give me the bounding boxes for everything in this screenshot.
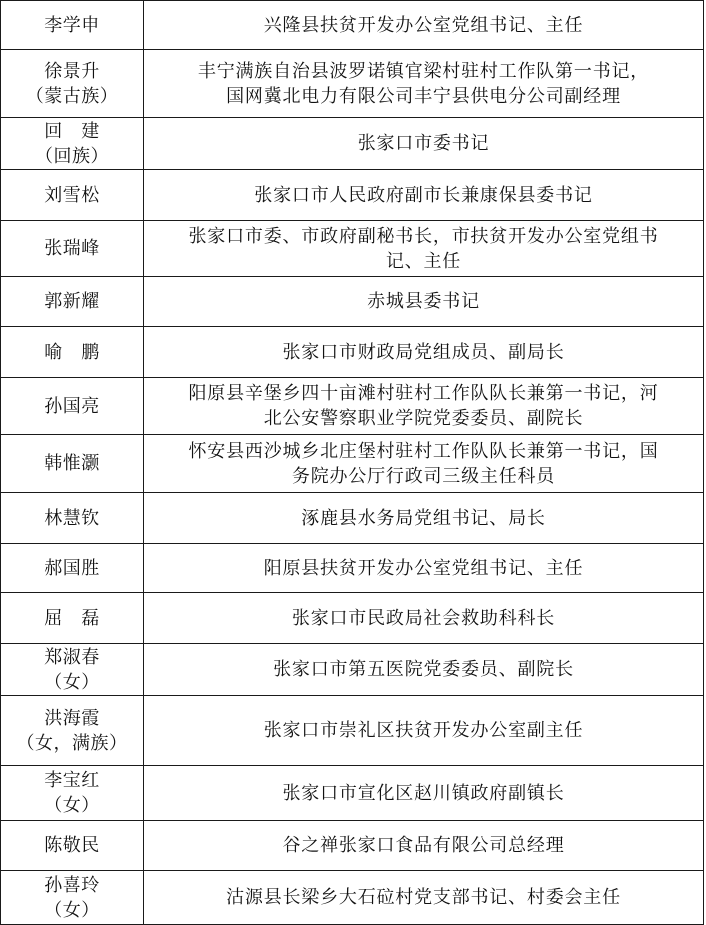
position-text: 阳原县辛堡乡四十亩滩村驻村工作队队长兼第一书记，河 bbox=[188, 383, 659, 404]
position-text: 张家口市宣化区赵川镇政府副镇长 bbox=[282, 782, 565, 804]
name-cell bbox=[1, 821, 144, 871]
ethnicity-note: （回族） bbox=[35, 145, 109, 167]
table-row bbox=[1, 378, 704, 435]
table-row bbox=[1, 435, 704, 493]
name-text: 徐景升 bbox=[44, 60, 100, 82]
gender-note: （女） bbox=[44, 899, 100, 921]
table-row bbox=[1, 544, 704, 593]
position-cell bbox=[144, 544, 704, 593]
position-text: 张家口市民政局社会救助科科长 bbox=[291, 607, 556, 629]
name-cell bbox=[1, 277, 144, 327]
table-row bbox=[1, 118, 704, 170]
position-cell bbox=[144, 1, 704, 50]
gender-ethnicity-note: （女，满族） bbox=[16, 732, 128, 754]
table-row bbox=[1, 644, 704, 696]
name-text: 回 建 bbox=[44, 120, 100, 142]
ethnicity-note: （蒙古族） bbox=[25, 85, 119, 107]
name-cell bbox=[1, 221, 144, 277]
position-cell bbox=[144, 50, 704, 118]
position-text: 沽源县长梁乡大石砬村党支部书记、村委会主任 bbox=[226, 887, 621, 908]
name-text: 李宝红 bbox=[44, 770, 100, 791]
name-cell bbox=[1, 1, 144, 50]
table-row bbox=[1, 493, 704, 544]
table-row bbox=[1, 821, 704, 871]
position-cell bbox=[144, 118, 704, 170]
position-cell bbox=[144, 644, 704, 696]
position-text: 张家口市人民政府副市长兼康保县委书记 bbox=[254, 184, 593, 206]
name-cell bbox=[1, 696, 144, 766]
name-cell bbox=[1, 544, 144, 593]
table-row bbox=[1, 766, 704, 821]
position-text: 张家口市委书记 bbox=[357, 133, 490, 154]
honoree-table-body bbox=[1, 1, 704, 925]
position-cell bbox=[144, 766, 704, 821]
position-text: 赤城县委书记 bbox=[367, 291, 480, 312]
position-text: 张家口市崇礼区扶贫开发办公室副主任 bbox=[263, 720, 584, 741]
name-text: 林慧钦 bbox=[44, 507, 100, 529]
table-row bbox=[1, 696, 704, 766]
name-cell bbox=[1, 871, 144, 925]
position-text: 丰宁满族自治县波罗诺镇官梁村驻村工作队第一书记， bbox=[197, 60, 650, 82]
gender-note: （女） bbox=[44, 671, 100, 693]
table-row bbox=[1, 50, 704, 118]
name-text: 郝国胜 bbox=[44, 557, 100, 579]
position-cell bbox=[144, 277, 704, 327]
name-cell bbox=[1, 50, 144, 118]
position-cell bbox=[144, 821, 704, 871]
name-text: 洪海霞 bbox=[44, 707, 100, 729]
name-text: 刘雪松 bbox=[44, 184, 100, 206]
name-cell bbox=[1, 378, 144, 435]
position-text: 怀安县西沙城乡北庄堡村驻村工作队队长兼第一书记，国 bbox=[188, 440, 659, 462]
table-row bbox=[1, 170, 704, 221]
table-row bbox=[1, 327, 704, 378]
name-cell bbox=[1, 118, 144, 170]
name-cell bbox=[1, 435, 144, 493]
position-cell bbox=[144, 871, 704, 925]
name-text: 韩惟灏 bbox=[44, 453, 100, 474]
position-cell bbox=[144, 593, 704, 644]
table-row bbox=[1, 221, 704, 277]
position-text: 张家口市财政局党组成员、副局长 bbox=[282, 341, 565, 363]
gender-note: （女） bbox=[44, 795, 100, 816]
position-cell bbox=[144, 221, 704, 277]
table-row bbox=[1, 871, 704, 925]
position-text: 北公安警察职业学院党委委员、副院长 bbox=[263, 408, 584, 429]
position-text: 张家口市委、市政府副秘书长，市扶贫开发办公室党组书 bbox=[188, 225, 659, 247]
position-cell bbox=[144, 435, 704, 493]
position-text: 国网冀北电力有限公司丰宁县供电分公司副经理 bbox=[226, 85, 621, 107]
table-row bbox=[1, 593, 704, 644]
position-text: 务院办公厅行政司三级主任科员 bbox=[291, 465, 556, 487]
name-text: 屈 磊 bbox=[44, 607, 100, 629]
position-text: 兴隆县扶贫开发办公室党组书记、主任 bbox=[263, 14, 584, 36]
name-text: 孙喜玲 bbox=[44, 874, 100, 896]
name-cell bbox=[1, 766, 144, 821]
name-text: 李学申 bbox=[44, 14, 100, 36]
name-text: 张瑞峰 bbox=[44, 238, 100, 259]
position-text: 涿鹿县水务局党组书记、局长 bbox=[301, 507, 546, 529]
position-cell bbox=[144, 327, 704, 378]
position-text: 谷之禅张家口食品有限公司总经理 bbox=[282, 835, 565, 856]
name-text: 郑淑春 bbox=[44, 646, 100, 668]
position-text: 记、主任 bbox=[385, 250, 462, 272]
position-cell bbox=[144, 696, 704, 766]
name-cell bbox=[1, 170, 144, 221]
name-text: 喻 鹏 bbox=[44, 341, 100, 363]
position-cell bbox=[144, 493, 704, 544]
name-text: 郭新耀 bbox=[44, 291, 100, 312]
name-cell bbox=[1, 593, 144, 644]
position-cell bbox=[144, 170, 704, 221]
position-cell bbox=[144, 378, 704, 435]
name-cell bbox=[1, 493, 144, 544]
name-text: 孙国亮 bbox=[44, 395, 100, 417]
position-text: 阳原县扶贫开发办公室党组书记、主任 bbox=[263, 557, 584, 579]
position-text: 张家口市第五医院党委委员、副院长 bbox=[273, 659, 574, 680]
name-cell bbox=[1, 644, 144, 696]
table-row bbox=[1, 277, 704, 327]
name-cell bbox=[1, 327, 144, 378]
name-text: 陈敬民 bbox=[44, 835, 100, 856]
table-row bbox=[1, 1, 704, 50]
